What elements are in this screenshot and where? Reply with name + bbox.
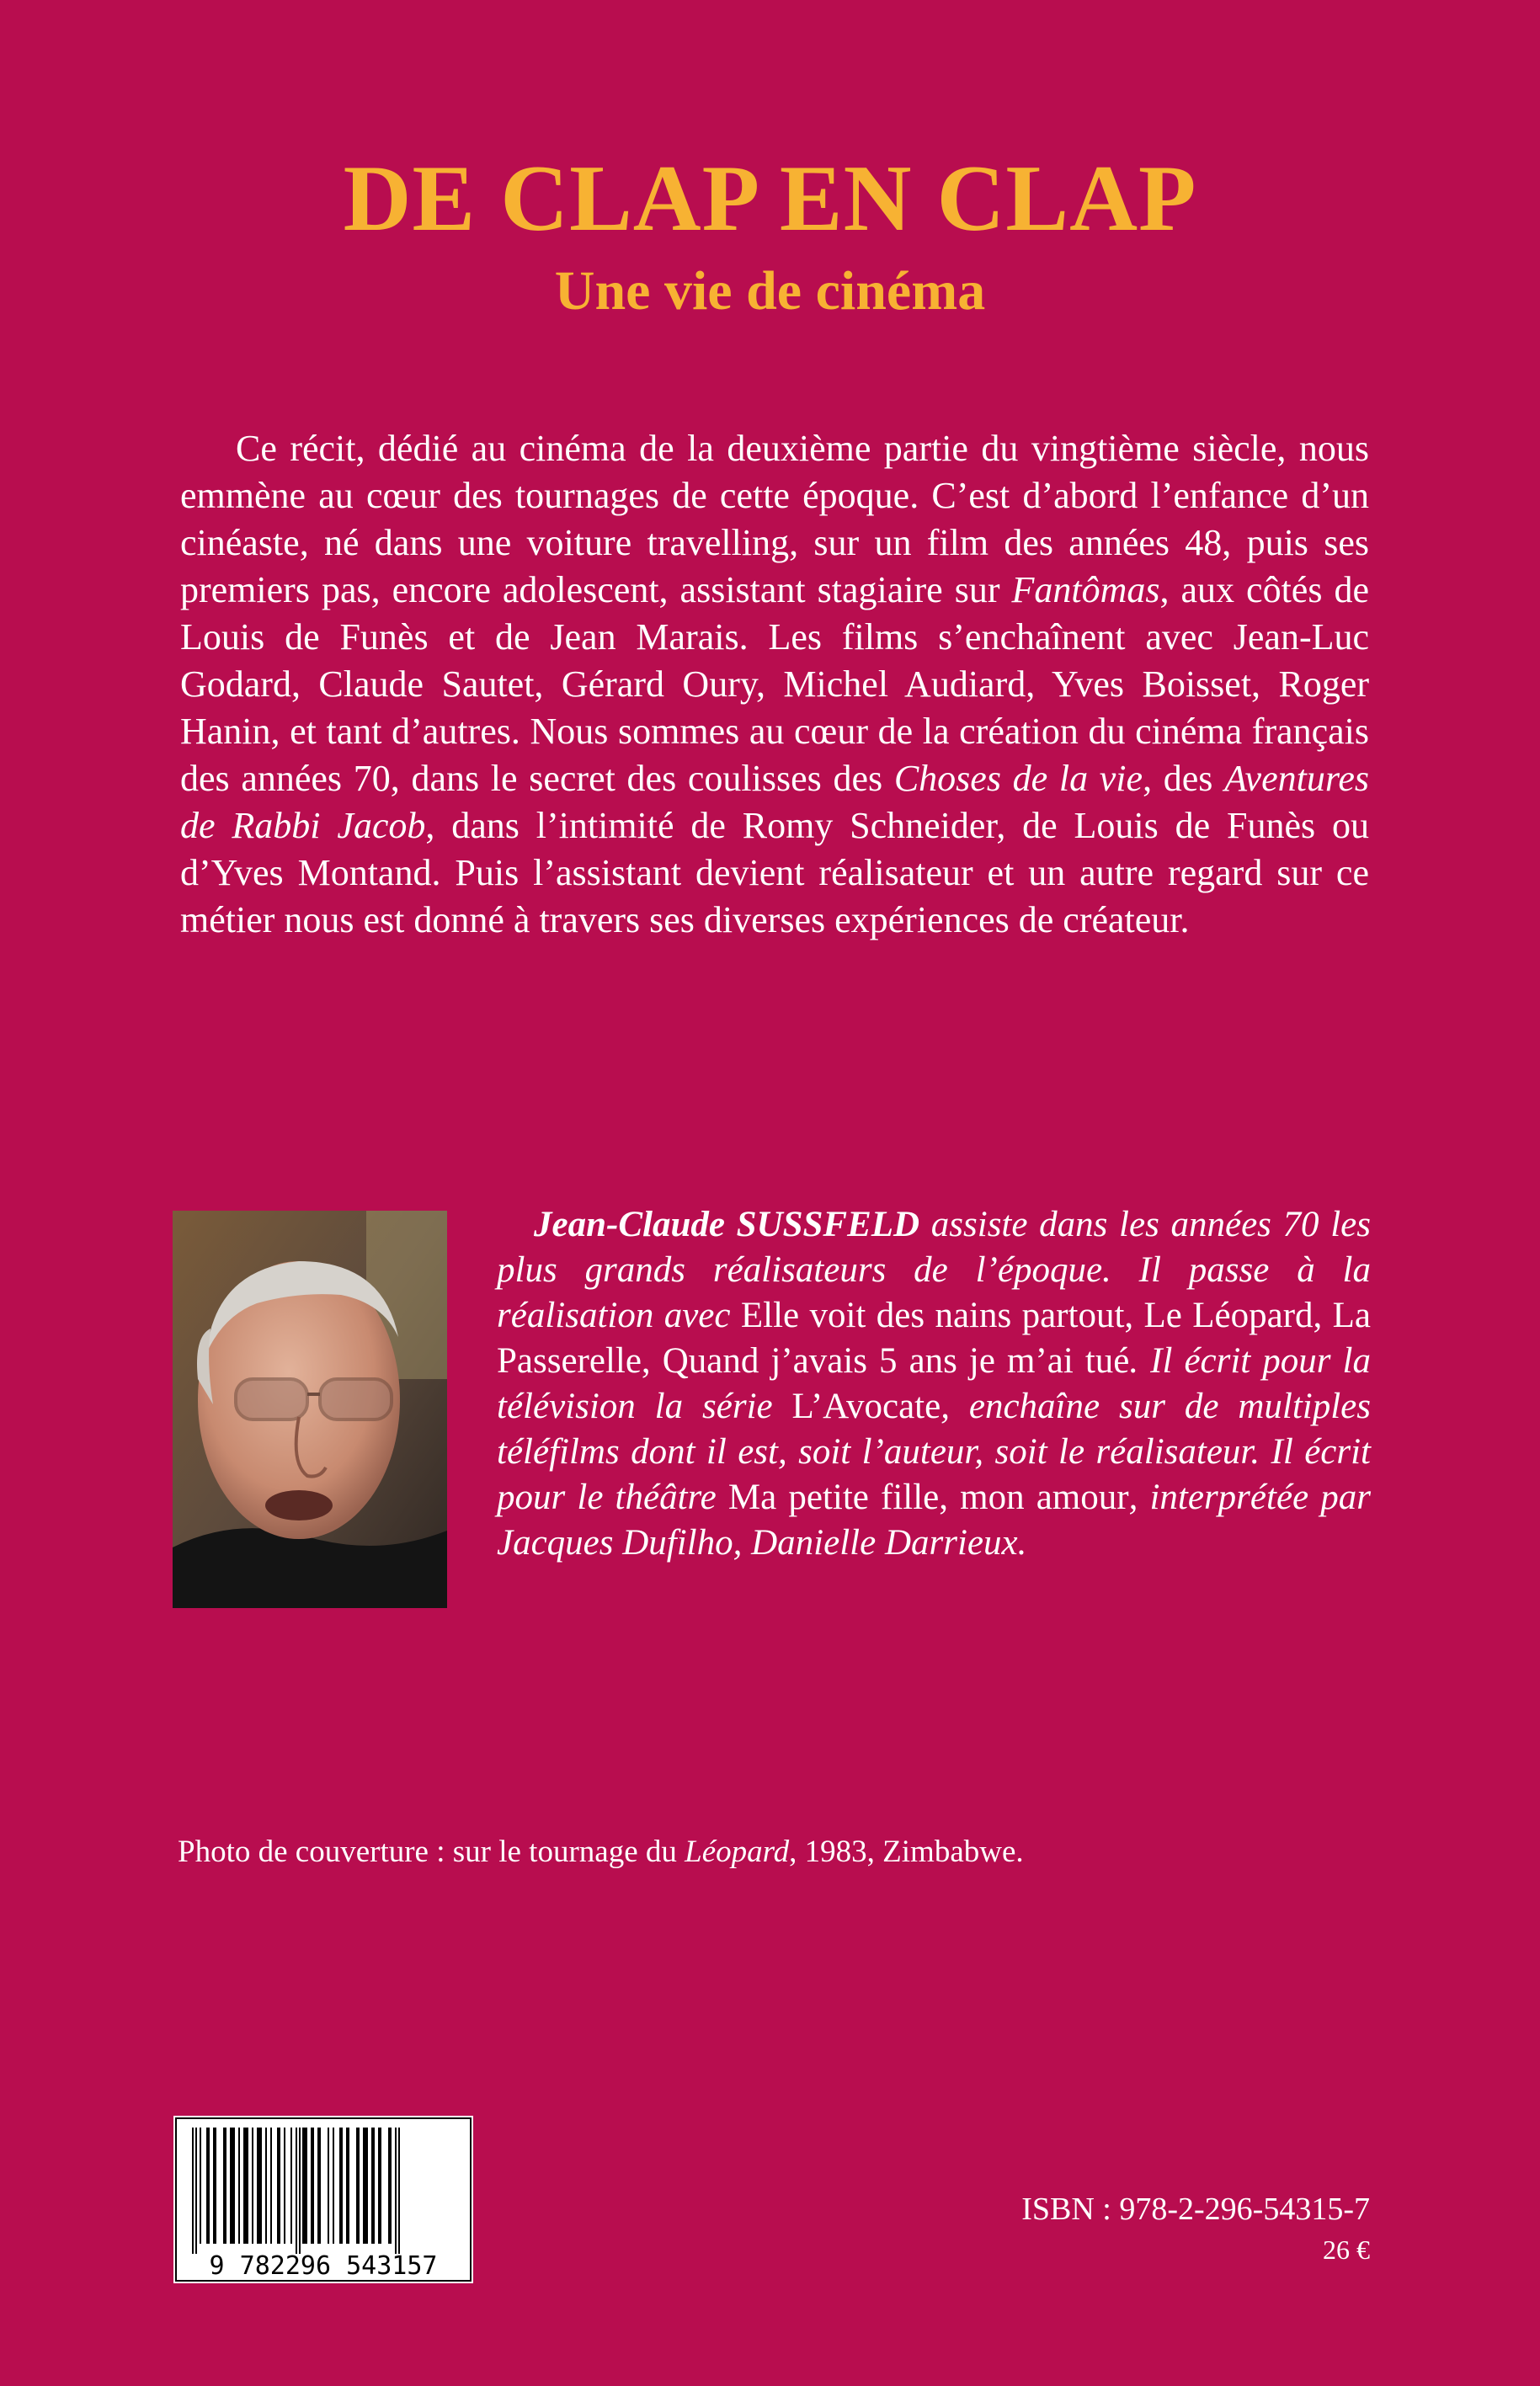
bio-play: Ma petite fille, mon amour	[727, 1478, 1129, 1517]
book-title: DE CLAP EN CLAP	[343, 146, 1197, 251]
blurb-text-2: , aux côtés de Louis de Funès et de Jean Marais. Les films s’enchaînent avec Jean-Luc Godard, Claude Sautet, Gérard Oury, Michel Audiard, Yves Boisset, Roger Hanin, et tant d’autres. Nous sommes au cœur de la création du cinéma français des années 70, dans le secret des coulisses des	[180, 569, 1369, 799]
barcode-bar	[398, 2128, 400, 2254]
barcode-bar	[257, 2128, 262, 2244]
credit-prefix: Photo de couverture : sur le tournage du	[178, 1835, 685, 1869]
photo-credit	[178, 1832, 1024, 1872]
barcode-bar	[206, 2128, 210, 2244]
barcode-bar	[328, 2128, 329, 2244]
author-bio	[497, 1202, 1371, 1566]
blurb-film-rabbi: Aventures de Rabbi Jacob	[180, 758, 1369, 846]
book-subtitle: Une vie de cinéma	[554, 260, 986, 322]
barcode-digits: 9 782296 543157	[209, 2251, 438, 2281]
barcode-bar	[223, 2128, 226, 2244]
barcode-bar	[333, 2128, 334, 2244]
blurb-text-4: , dans l’intimité de Romy Schneider, de Louis de Funès ou d’Yves Montand. Puis l’assistant devient réalisateur et un autre regard sur ce métier nous est donné à travers ses diverses expériences de créateur.	[180, 805, 1369, 940]
barcode-bar	[371, 2128, 375, 2244]
barcode-bar	[252, 2128, 253, 2244]
bio-text-2: . Il écrit pour la télévision la série	[497, 1341, 1371, 1426]
barcode-bar	[230, 2128, 235, 2244]
barcode-bar	[213, 2128, 216, 2244]
barcode-bar	[290, 2128, 292, 2244]
barcode-bar	[346, 2128, 349, 2244]
blurb-text-1: Ce récit, dédié au cinéma de la deuxième partie du vingtième siècle, nous emmène au cœur des tournages de cette époque. C’est d’abord l’enfance d’un cinéaste, né dans une voiture travelling, sur un film des années 48, puis ses premiers pas, encore adolescent, assistant stagiaire sur	[180, 428, 1369, 610]
credit-film: Léopard	[685, 1835, 790, 1869]
book-blurb	[180, 425, 1369, 944]
barcode-bar	[284, 2128, 285, 2244]
barcode-bar	[339, 2128, 343, 2244]
bio-series: L’Avocate	[791, 1387, 941, 1426]
barcode	[173, 2116, 473, 2283]
barcode-bar	[238, 2128, 240, 2244]
credit-suffix: , 1983, Zimbabwe.	[789, 1835, 1024, 1869]
author-photo-illustration	[173, 1211, 447, 1608]
author-name: Jean-Claude SUSSFELD	[534, 1205, 920, 1244]
price: 26 €	[1323, 2234, 1370, 2265]
author-photo	[173, 1211, 447, 1608]
barcode-bar	[195, 2128, 197, 2254]
barcode-bar	[192, 2128, 194, 2254]
bio-films: Elle voit des nains partout, Le Léopard, La Passerelle, Quand j’avais 5 ans je m’ai tué	[497, 1296, 1371, 1381]
barcode-bar	[296, 2128, 297, 2254]
barcode-bar	[277, 2128, 280, 2244]
barcode-bar	[378, 2128, 381, 2244]
barcode-bar	[356, 2128, 360, 2244]
barcode-bar	[363, 2128, 368, 2244]
bio-text-3: , enchaîne sur de multiples téléfilms dont il est, soit l’auteur, soit le réalisateur. Il écrit pour le théâtre	[497, 1387, 1371, 1517]
barcode-bar	[388, 2128, 392, 2244]
isbn: ISBN : 978-2-296-54315-7	[1021, 2192, 1370, 2227]
barcode-bar	[270, 2128, 272, 2244]
barcode-bar	[265, 2128, 267, 2244]
barcode-bar	[243, 2128, 248, 2244]
barcode-bar	[302, 2128, 307, 2244]
barcode-bar	[299, 2128, 301, 2254]
blurb-text-3: , des	[1143, 758, 1225, 799]
barcode-bar	[311, 2128, 314, 2244]
bio-text-1: assiste dans les années 70 les plus grands réalisateurs de l’époque. Il passe à la réalisation avec	[497, 1205, 1371, 1335]
blurb-film-fantomas: Fantômas	[1011, 569, 1160, 610]
barcode-bar	[317, 2128, 321, 2244]
bio-text-4: , interprétée par Jacques Dufilho, Danielle Darrieux.	[497, 1478, 1371, 1563]
barcode-bar	[395, 2128, 397, 2254]
blurb-film-choses: Choses de la vie	[893, 758, 1143, 799]
barcode-bar	[200, 2128, 201, 2244]
barcode-graphic	[173, 2116, 473, 2283]
